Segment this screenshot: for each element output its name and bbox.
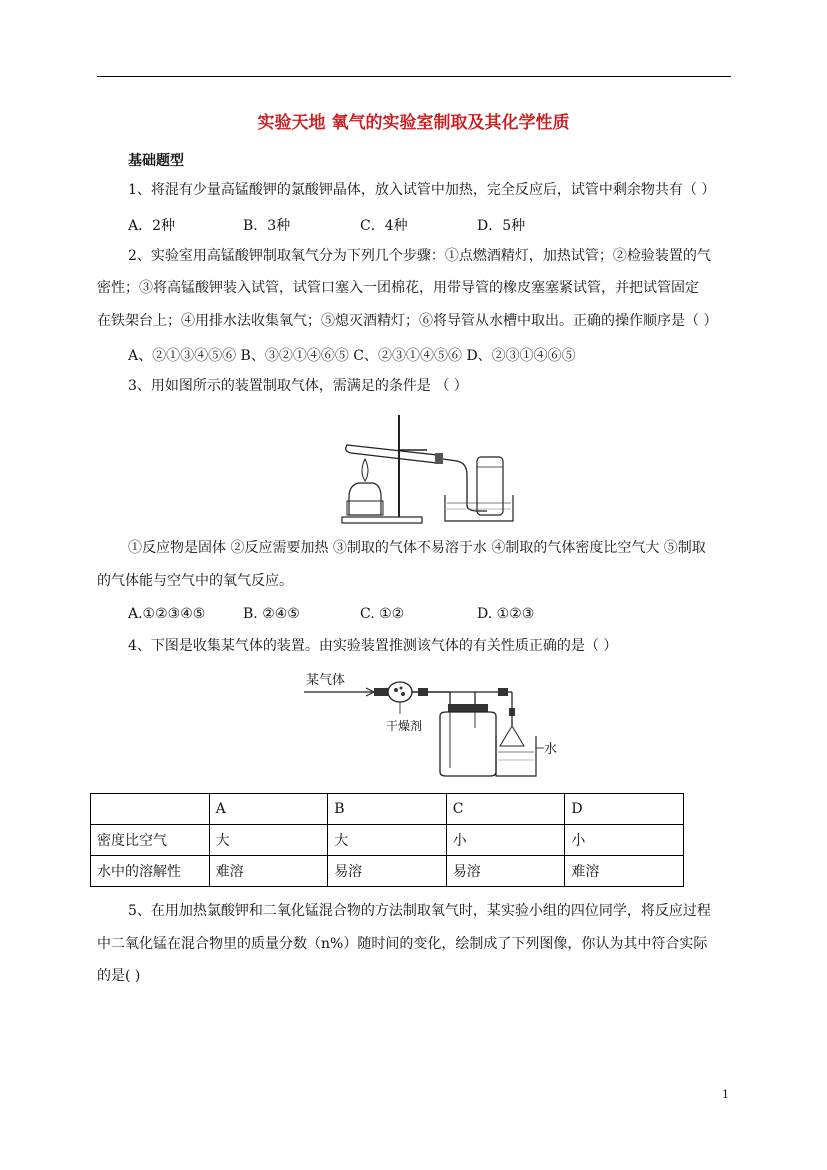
table-row	[91, 794, 684, 825]
table-cell: 难溶	[565, 856, 684, 887]
q2-line1: 2、实验室用高锰酸钾制取氧气分为下列几个步骤：①点燃酒精灯，加热试管；②检验装置的气	[128, 248, 711, 264]
section-heading: 基础题型	[128, 153, 184, 169]
q3-option-d: D. ①②③	[477, 606, 535, 622]
fig-water-label: 水	[544, 742, 558, 757]
table-header-a: A	[209, 794, 328, 825]
table-header-b: B	[328, 794, 447, 825]
q5-line3: 的是( )	[97, 968, 141, 984]
table-cell: 密度比空气	[91, 825, 210, 856]
table-cell: 易溶	[328, 856, 447, 887]
q2-line2: 密性；③将高锰酸钾装入试管，试管口塞入一团棉花，用带导管的橡皮塞塞紧试管，并把试管固定	[97, 280, 699, 296]
table-header-d: D	[565, 794, 684, 825]
page-title: 实验天地 氧气的实验室制取及其化学性质	[257, 113, 570, 133]
q3-conditions-line2: 的气体能与空气中的氧气反应。	[97, 573, 293, 589]
table-row	[91, 825, 684, 856]
q3-option-b: B. ②④⑤	[243, 606, 300, 622]
gas-collection-figure	[300, 668, 565, 783]
header-rule	[97, 76, 731, 77]
table-cell: 水中的溶解性	[91, 856, 210, 887]
oxygen-apparatus-figure	[337, 405, 517, 527]
q1-text: 1、将混有少量高锰酸钾的氯酸钾晶体，放入试管中加热，完全反应后，试管中剩余物共有（ ）	[128, 182, 716, 198]
table-row	[91, 856, 684, 887]
table-cell: 小	[565, 825, 684, 856]
table-cell: 易溶	[446, 856, 565, 887]
q3-option-a: A.①②③④⑤	[128, 606, 206, 622]
q2-line3: 在铁架台上；④用排水法收集氧气；⑤熄灭酒精灯；⑥将导管从水槽中取出。正确的操作顺序是（ ）	[97, 313, 718, 329]
q3-option-c: C. ①②	[360, 606, 405, 622]
q2-options: A、②①③④⑤⑥ B、③②①④⑥⑤ C、②③①④⑤⑥ D、②③①④⑥⑤	[128, 348, 576, 364]
q1-option-d: D．5种	[477, 218, 526, 234]
table-cell: 大	[328, 825, 447, 856]
fig-desiccant-label: 干燥剂	[386, 719, 423, 733]
table-cell: 小	[446, 825, 565, 856]
q3-conditions-line1: ①反应物是固体 ②反应需要加热 ③制取的气体不易溶于水 ④制取的气体密度比空气大 ⑤制取	[128, 540, 706, 556]
q5-line1: 5、在用加热氯酸钾和二氧化锰混合物的方法制取氧气时，某实验小组的四位同学，将反应过程	[128, 903, 711, 919]
q3-text: 3、用如图所示的装置制取气体，需满足的条件是 （ ）	[128, 378, 468, 394]
q4-properties-table	[90, 793, 684, 887]
table-header-c: C	[446, 794, 565, 825]
page-number: 1	[722, 1088, 729, 1101]
q4-text: 4、下图是收集某气体的装置。由实验装置推测该气体的有关性质正确的是（ ）	[128, 638, 618, 654]
fig-gas-label: 某气体	[306, 673, 346, 688]
q1-option-a: A．2种	[128, 218, 176, 234]
q1-option-c: C．4种	[360, 218, 408, 234]
q1-option-b: B．3种	[243, 218, 291, 234]
table-cell: 难溶	[209, 856, 328, 887]
table-cell: 大	[209, 825, 328, 856]
q5-line2: 中二氧化锰在混合物里的质量分数（n%）随时间的变化，绘制成了下列图像，你认为其中符合实际	[97, 936, 708, 952]
table-cell	[91, 794, 210, 825]
